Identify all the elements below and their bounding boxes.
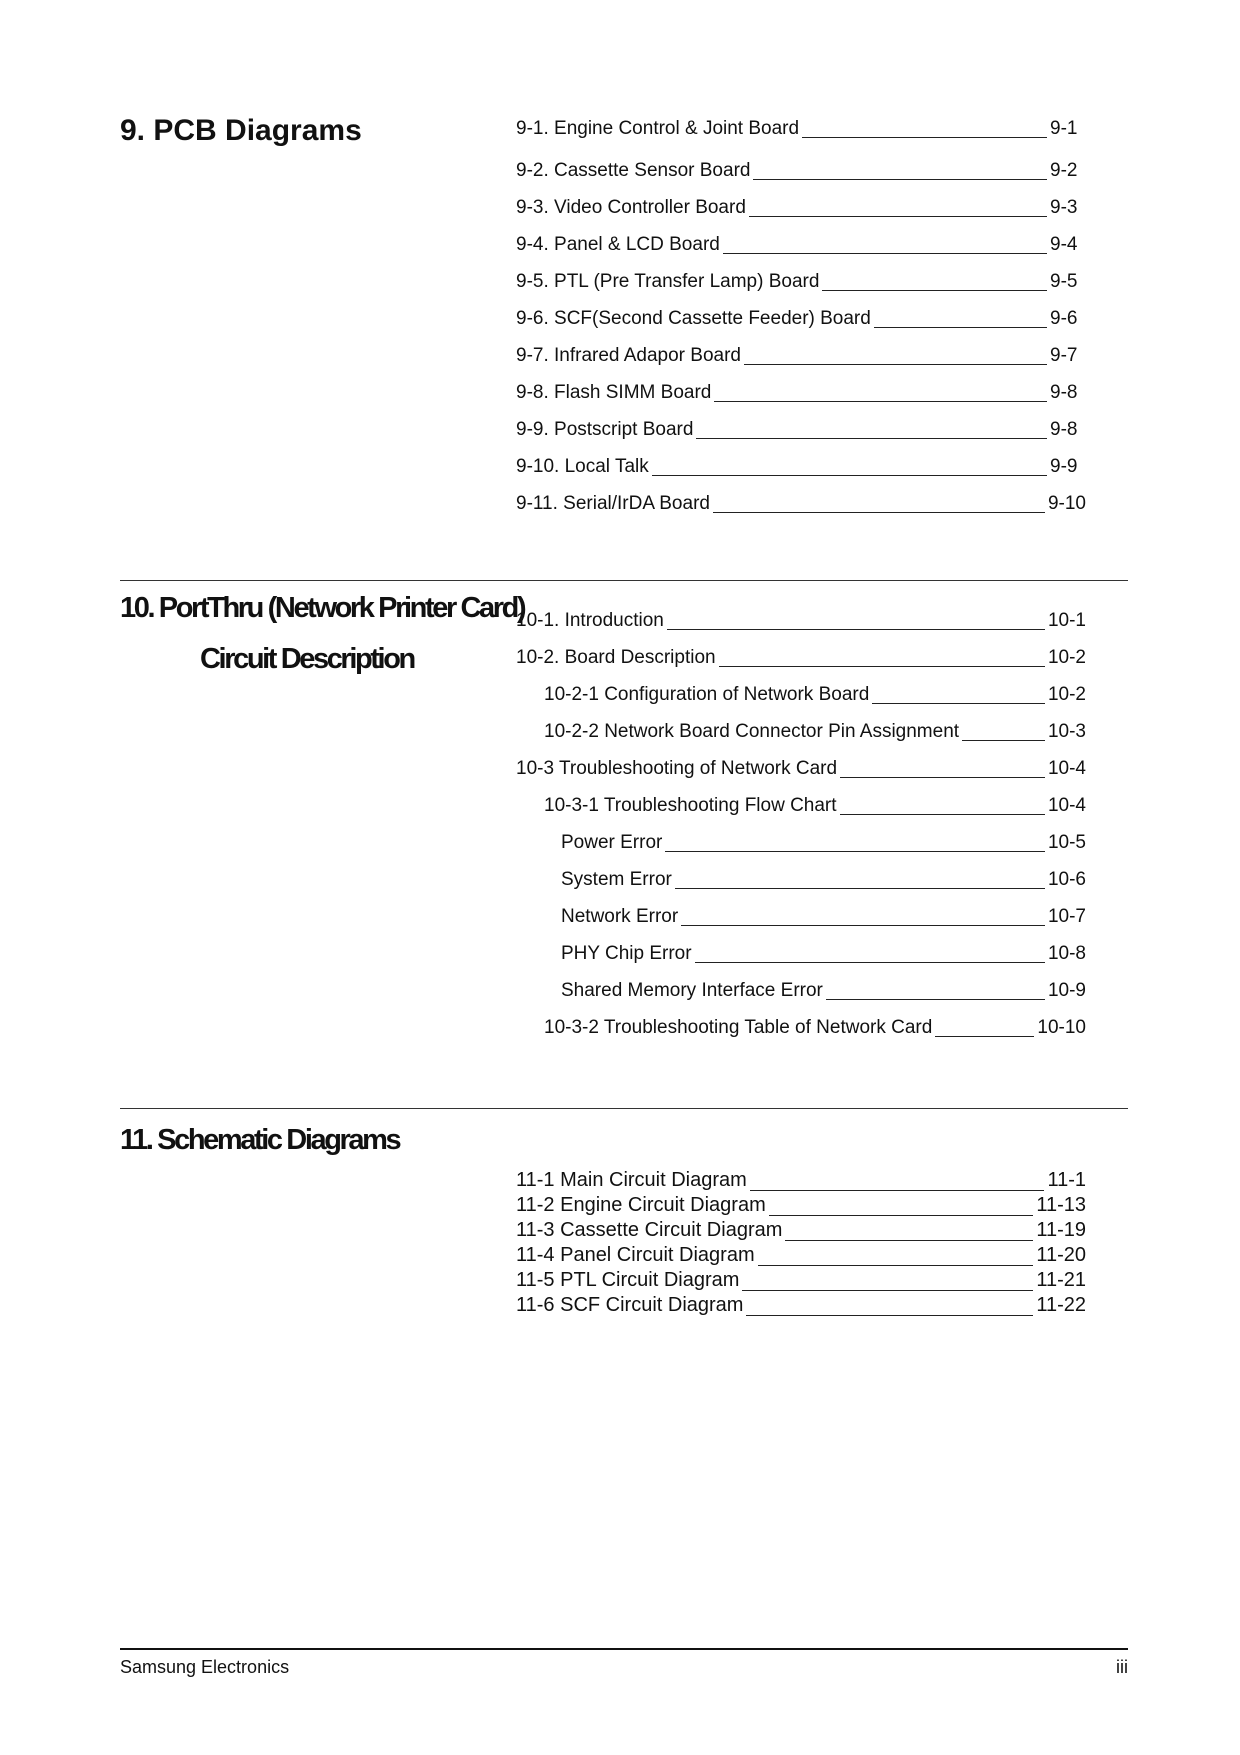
dot-leader	[675, 887, 1045, 889]
toc-entry[interactable]	[516, 647, 1086, 669]
section-divider	[120, 1108, 1128, 1109]
toc-entry-page: 9-4	[1050, 234, 1078, 255]
section-10-title	[120, 592, 524, 676]
toc-entry-page: 9-7	[1050, 345, 1078, 366]
toc-entry-label: 11-5 PTL Circuit Diagram	[516, 1269, 740, 1291]
toc-entry-label: 10-2-1 Configuration of Network Board	[544, 684, 870, 705]
toc-entry-label: 9-3. Video Controller Board	[516, 197, 746, 218]
toc-entry-page: 10-6	[1047, 869, 1086, 890]
toc-entry-label: 9-9. Postscript Board	[516, 419, 694, 440]
section-10-title-line2: Circuit Description	[200, 643, 414, 675]
toc-entry[interactable]	[516, 118, 1086, 140]
toc-entry-page: 9-8	[1050, 382, 1078, 403]
toc-entry-page: 10-3	[1047, 721, 1086, 742]
toc-entry[interactable]	[516, 1193, 1086, 1218]
toc-entry-label: 9-10. Local Talk	[516, 456, 649, 477]
section-10-toc	[516, 610, 1086, 1039]
toc-entry-label: 9-8. Flash SIMM Board	[516, 382, 712, 403]
toc-entry-page: 10-5	[1047, 832, 1086, 853]
toc-entry[interactable]	[516, 721, 1086, 743]
dot-leader	[874, 326, 1047, 328]
toc-entry[interactable]	[516, 271, 1086, 293]
toc-entry-page: 10-2	[1047, 684, 1086, 705]
toc-entry[interactable]	[516, 1168, 1086, 1193]
toc-entry-label: 9-1. Engine Control & Joint Board	[516, 118, 800, 139]
dot-leader	[667, 628, 1045, 630]
toc-entry-page: 9-5	[1050, 271, 1078, 292]
toc-entry-label: 11-6 SCF Circuit Diagram	[516, 1294, 744, 1316]
toc-entry-label: 10-3-2 Troubleshooting Table of Network Card	[544, 1017, 933, 1038]
toc-entry-page: 9-3	[1050, 197, 1078, 218]
toc-entry-page: 9-10	[1047, 493, 1086, 514]
toc-entry[interactable]	[516, 684, 1086, 706]
toc-entry-page: 11-22	[1036, 1294, 1086, 1316]
toc-entry-page: 9-1	[1050, 118, 1078, 139]
toc-entry-page: 9-6	[1050, 308, 1078, 329]
dot-leader	[785, 1239, 1033, 1241]
dot-leader	[758, 1264, 1034, 1266]
toc-entry-label: 10-3-1 Troubleshooting Flow Chart	[544, 795, 837, 816]
dot-leader	[749, 215, 1047, 217]
toc-entry-page: 10-8	[1047, 943, 1086, 964]
toc-entry-page: 11-19	[1036, 1219, 1086, 1241]
dot-leader	[713, 511, 1045, 513]
toc-entry-label: Network Error	[561, 906, 679, 927]
toc-entry-label: 11-3 Cassette Circuit Diagram	[516, 1219, 783, 1241]
toc-entry[interactable]	[516, 382, 1086, 404]
dot-leader	[826, 998, 1045, 1000]
toc-entry[interactable]	[516, 419, 1086, 441]
toc-entry[interactable]	[516, 345, 1086, 367]
toc-entry-label: 11-2 Engine Circuit Diagram	[516, 1194, 766, 1216]
toc-entry-page: 11-13	[1036, 1194, 1086, 1216]
toc-entry[interactable]	[516, 308, 1086, 330]
toc-entry-label: 10-2. Board Description	[516, 647, 716, 668]
dot-leader	[744, 363, 1047, 365]
dot-leader	[840, 813, 1045, 815]
toc-entry[interactable]	[516, 493, 1086, 515]
toc-entry[interactable]	[516, 1268, 1086, 1293]
toc-entry-label: Power Error	[561, 832, 663, 853]
section-10-title-line1: 10. PortThru (Network Printer Card)	[120, 592, 525, 624]
toc-entry-page: 9-8	[1050, 419, 1078, 440]
toc-entry[interactable]	[516, 197, 1086, 219]
dot-leader	[742, 1289, 1033, 1291]
toc-entry-label: 9-4. Panel & LCD Board	[516, 234, 720, 255]
section-9-toc	[516, 118, 1086, 515]
footer-rule	[120, 1648, 1128, 1650]
toc-entry[interactable]	[516, 234, 1086, 256]
toc-entry[interactable]	[516, 1293, 1086, 1318]
toc-entry-page: 11-20	[1036, 1244, 1086, 1266]
toc-entry-page: 10-10	[1037, 1017, 1086, 1038]
toc-entry-label: 9-11. Serial/IrDA Board	[516, 493, 710, 514]
toc-entry[interactable]	[516, 906, 1086, 928]
dot-leader	[822, 289, 1047, 291]
toc-entry[interactable]	[516, 943, 1086, 965]
toc-entry[interactable]	[516, 1243, 1086, 1268]
toc-entry-page: 9-9	[1050, 456, 1078, 477]
toc-entry-label: 9-6. SCF(Second Cassette Feeder) Board	[516, 308, 871, 329]
toc-entry[interactable]	[516, 758, 1086, 780]
toc-entry-label: 11-1 Main Circuit Diagram	[516, 1169, 747, 1191]
dot-leader	[750, 1189, 1045, 1191]
toc-entry-page: 10-4	[1047, 795, 1086, 816]
toc-entry-label: 9-2. Cassette Sensor Board	[516, 160, 751, 181]
dot-leader	[935, 1035, 1034, 1037]
toc-entry[interactable]	[516, 869, 1086, 891]
dot-leader	[681, 924, 1045, 926]
dot-leader	[719, 665, 1045, 667]
toc-entry-label: 9-5. PTL (Pre Transfer Lamp) Board	[516, 271, 820, 292]
toc-entry[interactable]	[516, 160, 1086, 182]
toc-entry-label: PHY Chip Error	[561, 943, 692, 964]
toc-entry-page: 11-1	[1047, 1169, 1086, 1191]
toc-entry[interactable]	[516, 980, 1086, 1002]
toc-entry[interactable]	[516, 610, 1086, 632]
toc-entry-page: 10-1	[1047, 610, 1086, 631]
toc-entry[interactable]	[516, 832, 1086, 854]
dot-leader	[696, 437, 1047, 439]
section-11-title: 11. Schematic Diagrams	[120, 1124, 400, 1156]
toc-entry-page: 9-2	[1050, 160, 1078, 181]
toc-entry[interactable]	[516, 1017, 1086, 1039]
toc-entry[interactable]	[516, 1218, 1086, 1243]
dot-leader	[872, 702, 1045, 704]
footer-company: Samsung Electronics	[120, 1657, 290, 1677]
toc-entry[interactable]	[516, 795, 1086, 817]
toc-entry-label: System Error	[561, 869, 672, 890]
toc-entry[interactable]	[516, 456, 1086, 478]
section-9-title: 9. PCB Diagrams	[120, 114, 362, 147]
dot-leader	[962, 739, 1045, 741]
section-divider	[120, 580, 1128, 581]
toc-entry-page: 10-9	[1047, 980, 1086, 1001]
toc-entry-label: 10-2-2 Network Board Connector Pin Assignment	[544, 721, 960, 742]
dot-leader	[840, 776, 1045, 778]
toc-entry-label: 10-1. Introduction	[516, 610, 664, 631]
dot-leader	[652, 474, 1047, 476]
toc-entry-label: 11-4 Panel Circuit Diagram	[516, 1244, 755, 1266]
dot-leader	[665, 850, 1045, 852]
dot-leader	[769, 1214, 1034, 1216]
toc-entry-label: Shared Memory Interface Error	[561, 980, 823, 1001]
toc-entry-label: 10-3 Troubleshooting of Network Card	[516, 758, 838, 779]
dot-leader	[753, 178, 1047, 180]
dot-leader	[695, 961, 1045, 963]
toc-entry-label: 9-7. Infrared Adapor Board	[516, 345, 741, 366]
dot-leader	[723, 252, 1047, 254]
toc-entry-page: 10-7	[1047, 906, 1086, 927]
toc-entry-page: 11-21	[1036, 1269, 1086, 1291]
toc-entry-page: 10-2	[1047, 647, 1086, 668]
dot-leader	[714, 400, 1047, 402]
toc-entry-page: 10-4	[1047, 758, 1086, 779]
dot-leader	[746, 1314, 1033, 1316]
dot-leader	[802, 136, 1047, 138]
footer-page-number: iii	[1116, 1657, 1128, 1677]
section-11-toc	[516, 1168, 1086, 1318]
